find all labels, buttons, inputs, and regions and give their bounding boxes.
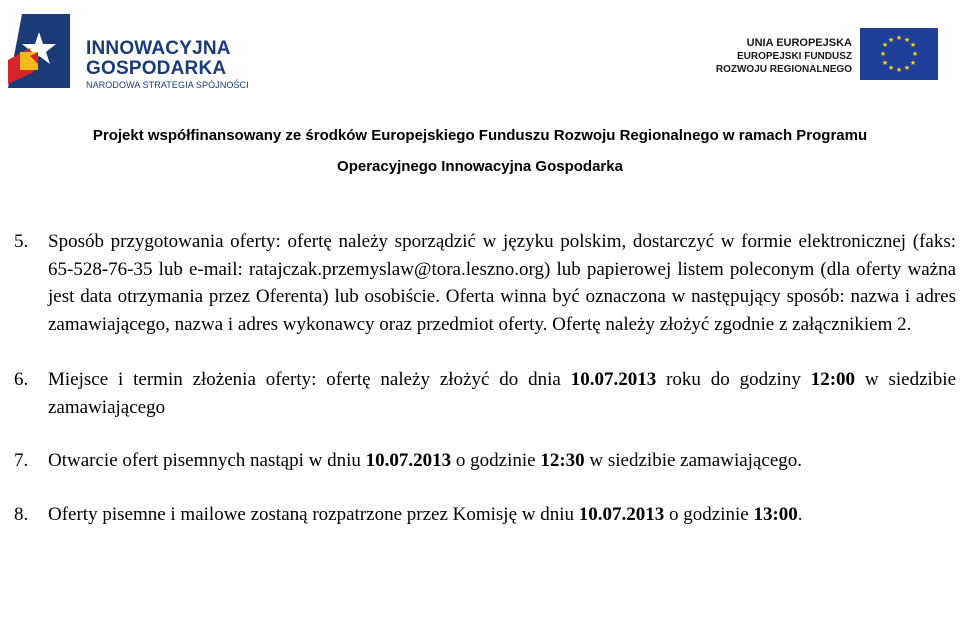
item-text: o godzinie	[451, 450, 541, 471]
logo-title-line1: INNOWACYJNA	[86, 38, 231, 59]
svg-text:★: ★	[887, 36, 895, 44]
item-date: 10.07.2013	[578, 503, 665, 525]
eu-logo-text	[716, 37, 852, 76]
logo-subtitle: NARODOWA STRATEGIA SPÓJNOŚCI	[86, 80, 249, 90]
svg-text:★: ★	[879, 50, 887, 58]
eu-flag-icon	[860, 28, 938, 80]
logo-title-line2: GOSPODARKA	[86, 58, 227, 79]
eu-logo-line1: UNIA EUROPEJSKA	[746, 37, 852, 49]
item-time: 13:00	[753, 503, 798, 525]
svg-text:★: ★	[903, 64, 911, 72]
list-item-7	[14, 447, 956, 475]
svg-text:★: ★	[881, 59, 889, 67]
item-number: 7.	[14, 450, 29, 471]
eu-logo	[715, 28, 938, 88]
item-text: w siedzibie zamawiającego.	[584, 450, 802, 471]
item-text: Otwarcie ofert pisemnych nastąpi w dniu	[48, 450, 366, 471]
list-item-8	[14, 501, 956, 529]
item-date: 10.07.2013	[365, 450, 452, 471]
list-item-5	[14, 228, 956, 338]
svg-text:★: ★	[895, 34, 903, 42]
item-time: 12:30	[540, 450, 585, 471]
svg-text:★: ★	[881, 41, 889, 49]
banner-line1: Projekt współfinansowany ze środków Europejskiego Funduszu Rozwoju Regionalnego w ramach Programu	[92, 127, 868, 144]
svg-text:★: ★	[911, 50, 919, 58]
item-text: Oferty pisemne i mailowe zostaną rozpatrzone przez Komisję w dniu	[48, 503, 579, 525]
item-date: 10.07.2013	[570, 369, 657, 390]
item-text: o godzinie	[664, 503, 754, 525]
innowacyjna-gospodarka-logo	[8, 10, 258, 90]
item-time: 12:00	[810, 369, 856, 390]
item-text: Miejsce i termin złożenia oferty: ofertę należy złożyć do dnia	[48, 369, 571, 390]
item-text: w siedzibie zamawiającego	[48, 369, 956, 418]
item-number: 8.	[14, 503, 29, 525]
item-text: .	[797, 503, 803, 525]
item-text: roku do godziny	[656, 369, 811, 390]
star-logo-icon	[8, 12, 70, 88]
list-item-6	[14, 366, 956, 421]
item-number: 5.	[14, 231, 29, 252]
item-text: Sposób przygotowania oferty: ofertę należy sporządzić w języku polskim, dostarczyć w formie elektronicznej (faks: 65-528-76-35 lub e-mail: ratajczak.przemyslaw@tora.leszno.org) lub papierowej listem poleconym (dla oferty ważna jest data otrzymania przez Oferenta) lub osobiście. Oferta winna być oznaczona w następujący sposób: nazwa i adres zamawiającego, nazwa i adres wykonawcy oraz przedmiot oferty. Ofertę należy złożyć zgodnie z załącznikiem 2.	[48, 231, 956, 335]
eu-logo-line2: EUROPEJSKI FUNDUSZ	[736, 51, 852, 62]
svg-text:★: ★	[895, 66, 903, 74]
document-body	[14, 228, 956, 528]
svg-text:★: ★	[903, 36, 911, 44]
project-banner	[0, 120, 960, 182]
svg-text:★: ★	[909, 59, 917, 67]
svg-text:★: ★	[909, 41, 917, 49]
eu-logo-line3: ROZWOJU REGIONALNEGO	[715, 64, 852, 75]
item-number: 6.	[14, 369, 29, 390]
svg-text:★: ★	[887, 64, 895, 72]
banner-line2: Operacyjnego Innowacyjna Gospodarka	[337, 158, 623, 175]
